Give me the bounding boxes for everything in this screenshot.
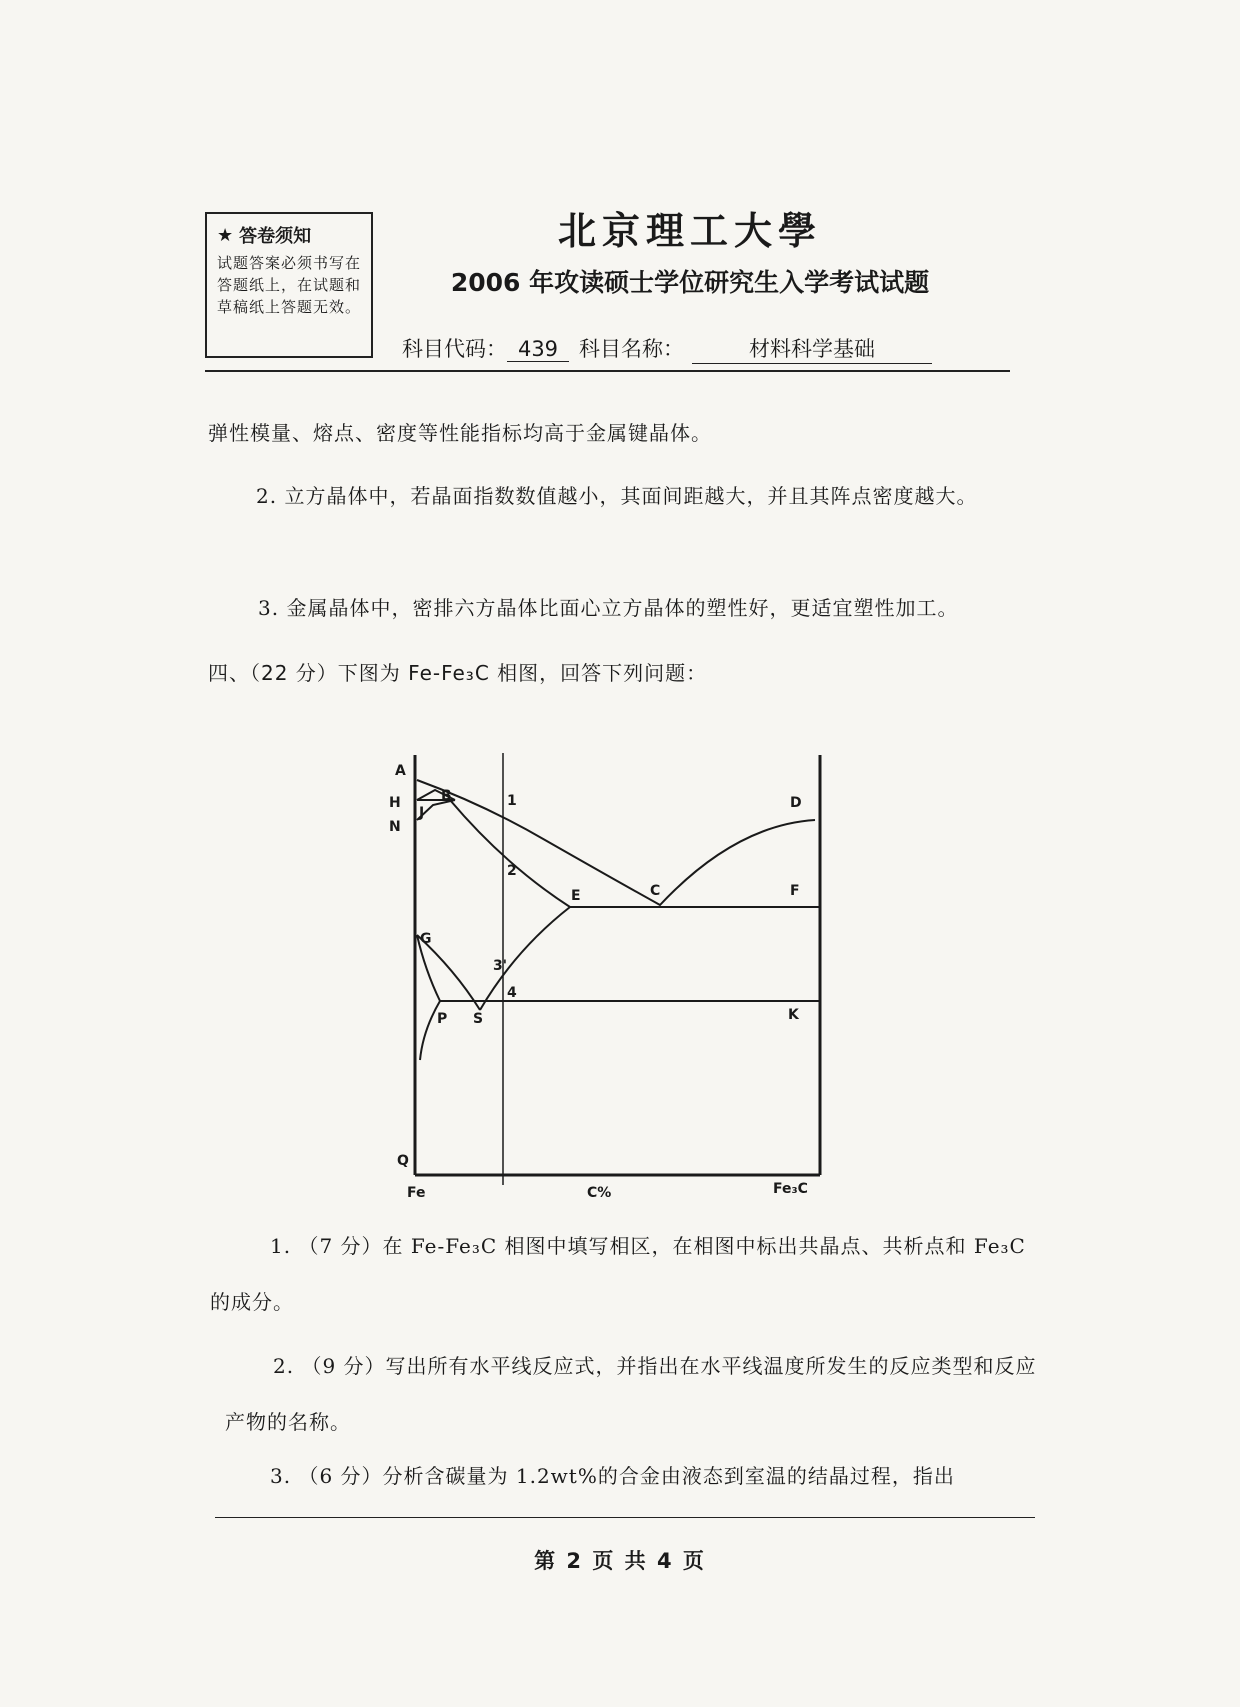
header-rule (205, 370, 1010, 372)
question-3: 3. （6 分）分析含碳量为 1.2wt%的合金由液态到室温的结晶过程，指出 (270, 1464, 955, 1488)
liquidus-line (417, 780, 815, 905)
star-icon: ★ (217, 224, 234, 246)
phase-diagram-svg (389, 745, 855, 1205)
solidus-line (450, 800, 570, 907)
label-C: C (650, 883, 661, 899)
notice-title: 答卷须知 (239, 226, 312, 247)
subject-line (402, 333, 932, 364)
axis-label-carbon: C% (587, 1185, 612, 1201)
paragraph-1: 弹性模量、熔点、密度等性能指标均高于金属键晶体。 (208, 421, 712, 445)
footer-rule (215, 1517, 1035, 1518)
university-name: 北京理工大學 (557, 208, 822, 253)
fe-fe3c-phase-diagram (389, 745, 855, 1205)
label-B: B (441, 788, 452, 804)
label-2: 2 (507, 863, 517, 879)
label-N: N (389, 819, 401, 835)
subject-code-label: 科目代码： (402, 337, 507, 361)
notice-box (205, 212, 373, 358)
label-S: S (473, 1011, 484, 1027)
notice-body: 试题答案必须书写在答题纸上，在试题和草稿纸上答题无效。 (217, 254, 362, 316)
label-A: A (395, 763, 406, 779)
paragraph-3: 3. 金属晶体中，密排六方晶体比面心立方晶体的塑性好，更适宜塑性加工。 (258, 596, 959, 620)
label-G: G (420, 931, 432, 947)
label-4: 4 (507, 985, 517, 1001)
notice-title-row (217, 222, 361, 248)
label-P: P (437, 1011, 448, 1027)
label-F: F (790, 883, 800, 899)
question-2: 2. （9 分）写出所有水平线反应式，并指出在水平线温度所发生的反应类型和反应产物的名称。 (225, 1354, 1037, 1434)
label-K: K (788, 1007, 799, 1023)
question-1: 1. （7 分）在 Fe-Fe₃C 相图中填写相区，在相图中标出共晶点、共析点和 Fe₃C 的成分。 (210, 1234, 1026, 1314)
pq-line (420, 1001, 440, 1060)
section-four-heading: 四、（22 分）下图为 Fe-Fe₃C 相图，回答下列问题： (208, 661, 708, 685)
label-1: 1 (507, 793, 517, 809)
label-Q: Q (397, 1153, 409, 1169)
subject-name-label: 科目名称： (579, 337, 684, 361)
page-number: 第 2 页 共 4 页 (534, 1549, 706, 1573)
subject-name-value: 材料科学基础 (692, 333, 932, 364)
axis-label-fe: Fe (407, 1185, 426, 1201)
label-E: E (571, 888, 581, 904)
exam-title: 2006 年攻读硕士学位研究生入学考试试题 (450, 268, 930, 297)
label-D: D (790, 795, 802, 811)
label-H: H (389, 795, 401, 811)
paragraph-2: 2. 立方晶体中，若晶面指数数值越小，其面间距越大，并且其阵点密度越大。 (256, 484, 978, 508)
axis-label-fe3c: Fe₃C (773, 1181, 808, 1197)
label-J: J (419, 805, 425, 821)
label-3: 3' (493, 958, 508, 974)
subject-code-value: 439 (507, 337, 569, 362)
